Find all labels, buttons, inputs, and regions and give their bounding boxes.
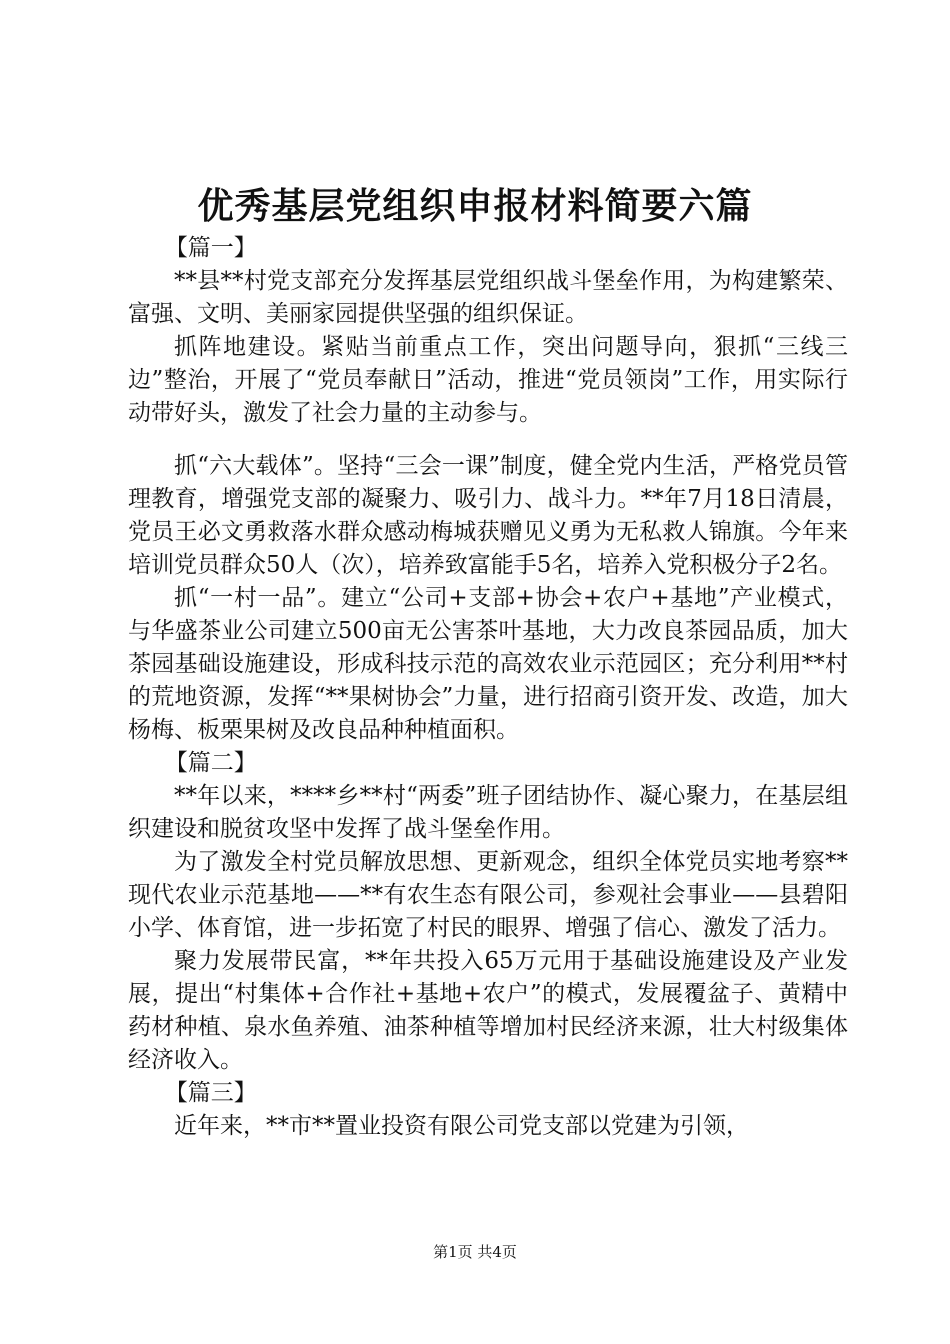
paragraph: 抓“六大载体”。坚持“三会一课”制度，健全党内生活，严格党员管理教育，增强党支部的凝聚力、吸引力、战斗力。**年7月18日清晨，党员王必文勇救落水群众感动梅城获赠见义勇为无私救人锦旗。今年来培训党员群众50人（次），培养致富能手5名，培养入党积极分子2名。 [128, 453, 848, 578]
paragraph: **年以来，****乡**村“两委”班子团结协作、凝心聚力，在基层组织建设和脱贫攻坚中发挥了战斗堡垒作用。 [128, 783, 848, 842]
paragraph: 聚力发展带民富，**年共投入65万元用于基础设施建设及产业发展，提出“村集体+合作社+基地+农户”的模式，发展覆盆子、黄精中药材种植、泉水鱼养殖、油茶种植等增加村民经济来源，壮大村级集体经济收入。 [128, 948, 848, 1073]
paragraph: 近年来，**市**置业投资有限公司党支部以党建为引领， [174, 1113, 749, 1139]
page-footer: 第1页 共4页 [433, 1243, 517, 1261]
section-heading: 【篇二】 [164, 750, 257, 776]
paragraph: 为了激发全村党员解放思想、更新观念，组织全体党员实地考察**现代农业示范基地——**有农生态有限公司，参观社会事业——县碧阳小学、体育馆，进一步拓宽了村民的眼界、增强了信心、激发了活力。 [128, 849, 848, 941]
document-body [128, 232, 848, 1143]
document-title: 优秀基层党组织申报材料简要六篇 [197, 185, 753, 227]
paragraph: 抓阵地建设。紧贴当前重点工作，突出问题导向，狠抓“三线三边”整治，开展了“党员奉献日”活动，推进“党员领岗”工作，用实际行动带好头，激发了社会力量的主动参与。 [128, 334, 848, 426]
paragraph: 抓“一村一品”。建立“公司+支部+协会+农户+基地”产业模式，与华盛茶业公司建立500亩无公害茶叶基地，大力改良茶园品质，加大茶园基础设施建设，形成科技示范的高效农业示范园区；充分利用**村的荒地资源，发挥“**果树协会”力量，进行招商引资开发、改造，加大杨梅、板栗果树及改良品种种植面积。 [128, 585, 848, 743]
section-heading: 【篇一】 [164, 235, 257, 261]
section-heading: 【篇三】 [164, 1080, 257, 1106]
paragraph: **县**村党支部充分发挥基层党组织战斗堡垒作用，为构建繁荣、富强、文明、美丽家园提供坚强的组织保证。 [128, 268, 848, 327]
